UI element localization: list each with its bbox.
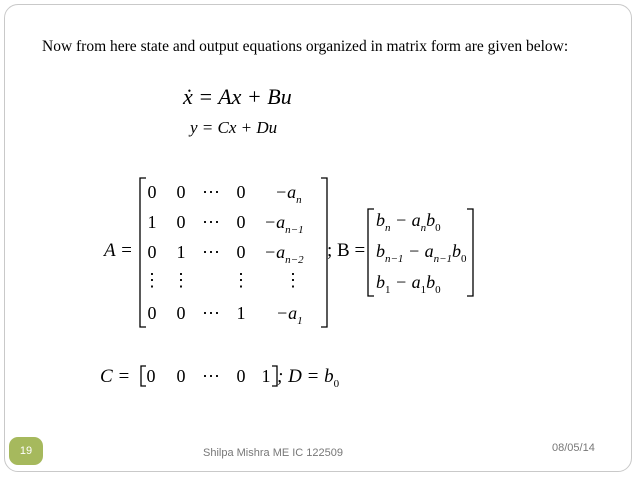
matrix-b-entry: $b_n - a_nb_0$ <box>376 210 441 234</box>
matrix-b-right-bracket <box>467 209 473 296</box>
matrix-a-cell: $-a_{n-2}$ <box>264 242 304 266</box>
slide-number: 19 <box>19 445 33 457</box>
matrix-a-cell: 1 <box>236 303 246 323</box>
c-entry: 1 <box>261 366 271 386</box>
matrix-b-entry: $b_{n-1} - a_{n-1}b_0$ <box>376 241 467 265</box>
matrix-a-label: A = <box>104 240 133 261</box>
c-entry: 0 <box>236 366 246 386</box>
matrix-a-cell: ⋯ <box>202 212 220 232</box>
state-equation: ẋ = Ax + Bu <box>183 84 292 109</box>
footer-author: Shilpa Mishra ME IC 122509 <box>203 447 344 459</box>
matrix-a-cell: $-a_n$ <box>275 182 302 206</box>
matrix-a-cell: 0 <box>236 182 246 202</box>
matrix-b-entry: $b_1 - a_1b_0$ <box>376 272 441 296</box>
matrix-a-cell: ⋯ <box>202 182 220 202</box>
matrix-b-label: ; B = <box>327 240 366 261</box>
matrix-a-cell: 0 <box>176 182 186 202</box>
matrix-a-left-bracket <box>140 178 146 327</box>
matrix-a-cell: 1 <box>147 212 157 232</box>
footer-date: 08/05/14 <box>552 442 595 454</box>
matrix-a-cell: ⋮ <box>172 270 190 290</box>
slide-body-text: Now from here state and output equations organized in matrix form are given below: <box>42 38 569 55</box>
matrix-a-cell: ⋮ <box>143 270 161 290</box>
matrix-b-left-bracket <box>368 209 374 296</box>
matrix-a-cell: 0 <box>236 242 246 262</box>
matrix-a-cell: ⋯ <box>202 303 220 323</box>
d-equation: ; $D = b_0$ <box>277 366 340 390</box>
slide-number-badge <box>9 437 43 465</box>
matrix-a-cell: 0 <box>236 212 246 232</box>
c-entry: 0 <box>176 366 186 386</box>
c-entry: 0 <box>146 366 156 386</box>
c-equation-prefix: C = <box>100 366 131 387</box>
matrix-a-cell: $-a_{n-1}$ <box>264 212 304 236</box>
c-entry: ⋯ <box>202 366 220 386</box>
matrix-a-cell: $-a_1$ <box>276 303 303 327</box>
output-equation: y = Cx + Du <box>190 118 278 137</box>
matrix-a-cell: ⋮ <box>232 270 250 290</box>
c-left-bracket <box>141 366 146 386</box>
matrix-a-cell: 0 <box>147 182 157 202</box>
matrix-a-cell: 0 <box>176 303 186 323</box>
matrix-a-cell: ⋯ <box>202 242 220 262</box>
matrix-a-cell: 0 <box>176 212 186 232</box>
matrix-a-cell: ⋮ <box>284 270 302 290</box>
matrix-a-cell: 0 <box>147 303 157 323</box>
matrix-a-cell: 1 <box>176 242 186 262</box>
matrix-a-cell: 0 <box>147 242 157 262</box>
